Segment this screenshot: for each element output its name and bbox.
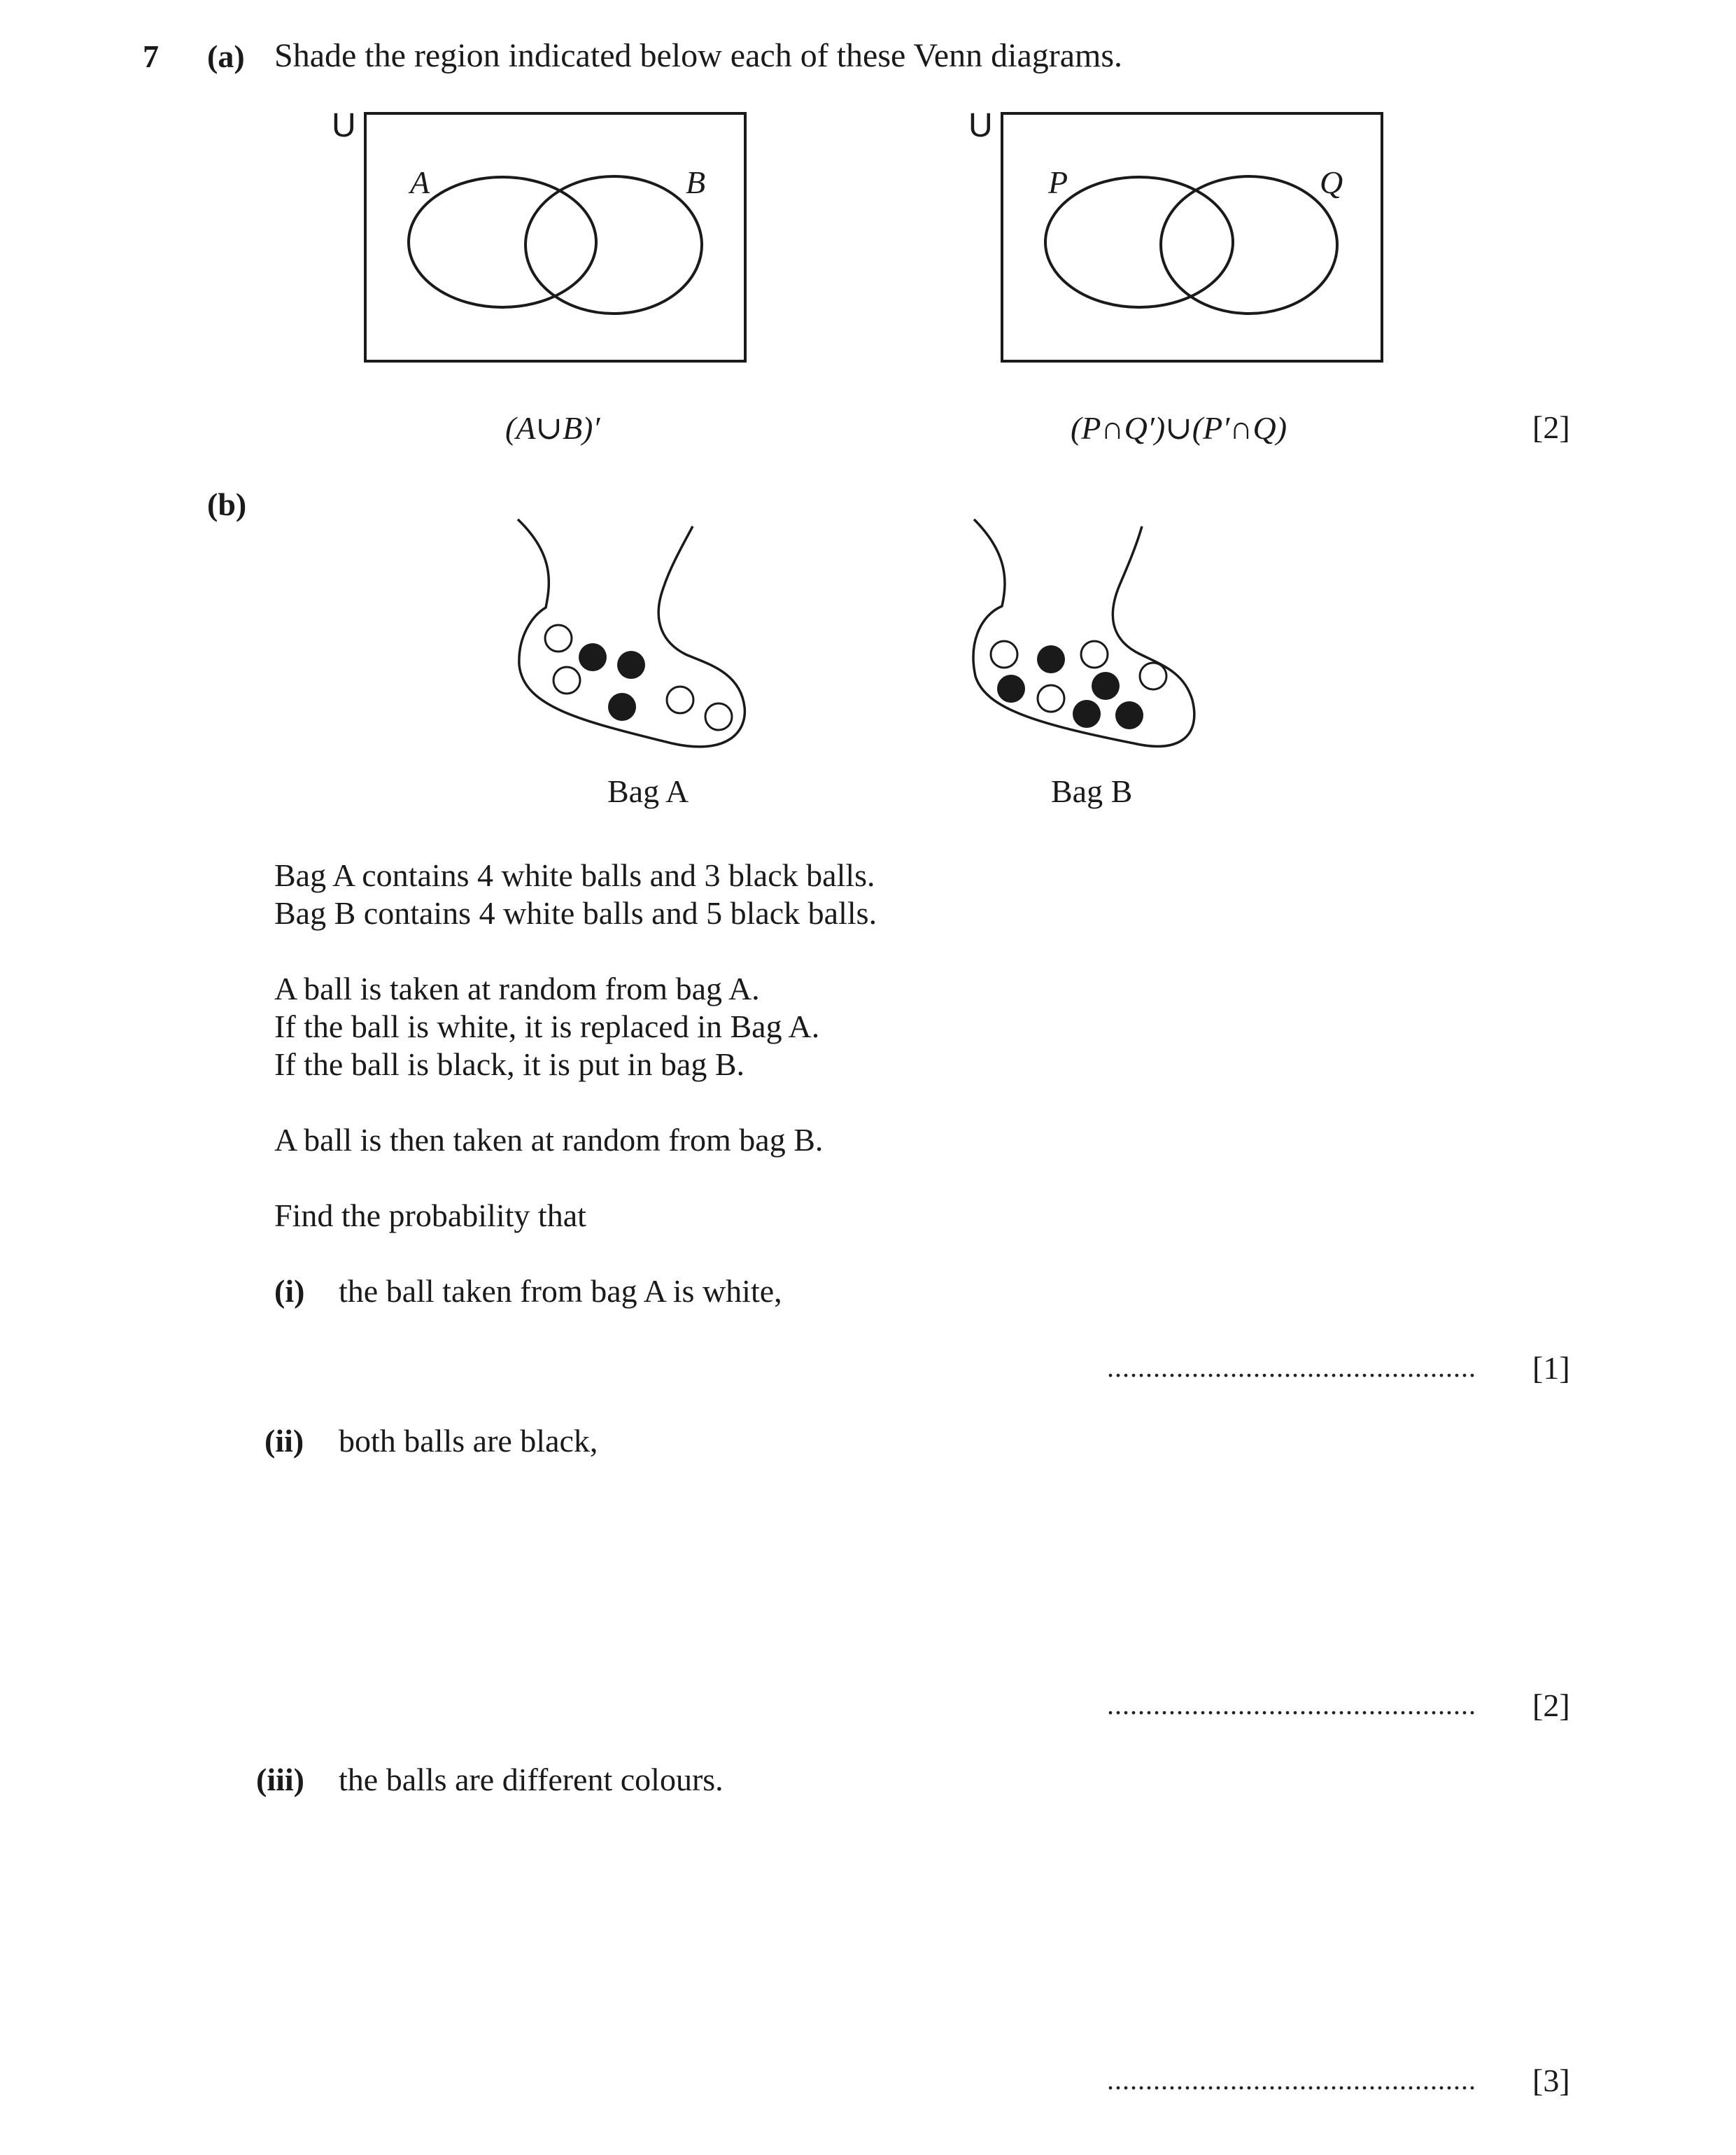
find-probability-text: Find the probability that bbox=[274, 1198, 586, 1233]
bag-a-white-ball bbox=[705, 703, 732, 730]
subpart-i-label: (i) bbox=[274, 1273, 305, 1309]
subpart-iii-text: the balls are different colours. bbox=[339, 1762, 724, 1797]
part-a-label: (a) bbox=[207, 38, 245, 74]
answer-line-iii[interactable]: ................................................ bbox=[1107, 2064, 1476, 2096]
set-a-label: A bbox=[410, 164, 430, 200]
bag-a-white-ball bbox=[667, 687, 693, 713]
part-a-marks: [2] bbox=[1532, 409, 1570, 445]
black-rule-text: If the ball is black, it is put in bag B. bbox=[274, 1046, 745, 1082]
subpart-iii-label: (iii) bbox=[256, 1762, 304, 1797]
universal-set-label: U bbox=[332, 107, 356, 144]
bag-b-black-ball bbox=[1073, 700, 1101, 728]
bags-illustration bbox=[0, 0, 1736, 840]
bag-b-white-ball bbox=[1038, 685, 1064, 712]
bag-a-white-ball bbox=[553, 667, 580, 694]
bag-b-black-ball bbox=[1037, 645, 1065, 673]
set-q-label: Q bbox=[1320, 164, 1343, 200]
white-rule-text: If the ball is white, it is replaced in Bag A. bbox=[274, 1009, 820, 1044]
subpart-i-text: the ball taken from bag A is white, bbox=[339, 1273, 782, 1309]
bag-a-contents-text: Bag A contains 4 white balls and 3 black balls. bbox=[274, 857, 875, 893]
draw-from-a-text: A ball is taken at random from bag A. bbox=[274, 971, 760, 1006]
bag-b-white-ball bbox=[1081, 641, 1108, 668]
bag-a-black-ball bbox=[579, 643, 607, 671]
subpart-ii-label: (ii) bbox=[264, 1423, 304, 1459]
draw-from-b-text: A ball is then taken at random from bag B. bbox=[274, 1122, 824, 1158]
bag-a-white-ball bbox=[545, 625, 572, 652]
bag-a-label: Bag A bbox=[607, 773, 689, 809]
bag-b-black-ball bbox=[997, 675, 1025, 703]
answer-line-i[interactable]: ................................................ bbox=[1107, 1352, 1476, 1383]
bag-a-black-ball bbox=[608, 693, 636, 721]
subpart-iii-marks: [3] bbox=[1532, 2063, 1570, 2098]
subpart-ii-marks: [2] bbox=[1532, 1687, 1570, 1723]
bag-b-white-ball bbox=[991, 641, 1017, 668]
venn-caption-2: (P∩Q′)∪(P′∩Q) bbox=[1071, 410, 1287, 446]
bag-b-contents-text: Bag B contains 4 white balls and 5 black balls. bbox=[274, 895, 877, 931]
subpart-i-marks: [1] bbox=[1532, 1350, 1570, 1386]
question-number: 7 bbox=[143, 38, 159, 74]
bag-b-black-ball bbox=[1115, 701, 1143, 729]
bag-b-label: Bag B bbox=[1051, 773, 1133, 809]
subpart-ii-text: both balls are black, bbox=[339, 1423, 598, 1459]
answer-line-ii[interactable]: ................................................ bbox=[1107, 1689, 1476, 1720]
venn-caption-1: (A∪B)′ bbox=[505, 410, 600, 446]
universal-set-label: U bbox=[968, 107, 993, 144]
part-a-instruction: Shade the region indicated below each of these Venn diagrams. bbox=[274, 37, 1123, 74]
part-b-label: (b) bbox=[207, 486, 247, 522]
set-b-label: B bbox=[686, 164, 706, 200]
bag-b-white-ball bbox=[1140, 663, 1166, 689]
bag-b-black-ball bbox=[1092, 672, 1120, 700]
set-p-label: P bbox=[1048, 164, 1068, 200]
bag-a-black-ball bbox=[617, 651, 645, 679]
